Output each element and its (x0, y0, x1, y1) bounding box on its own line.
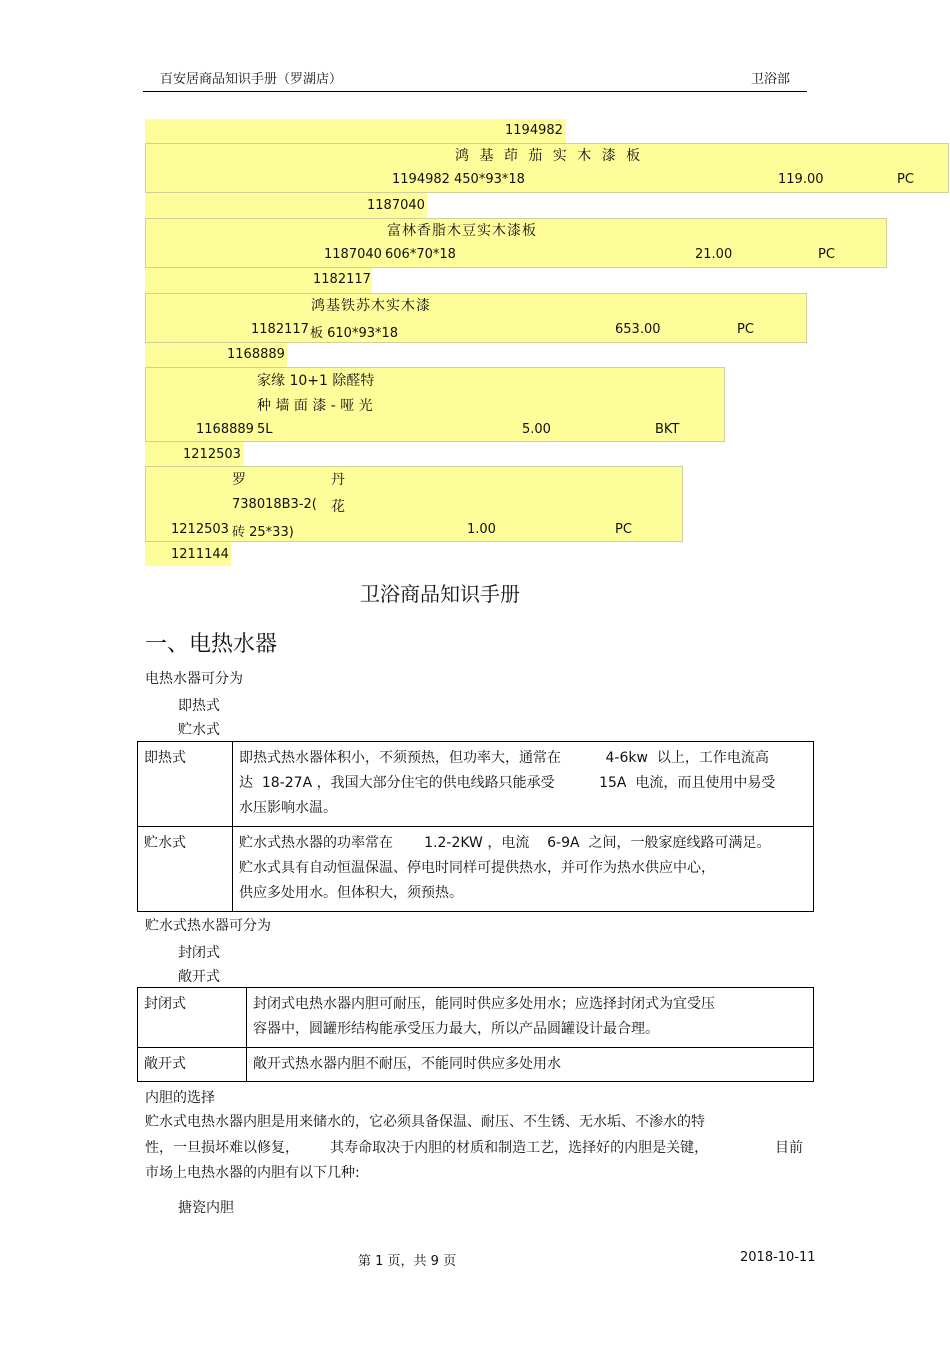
item-spec: 606*70*18 (385, 247, 456, 262)
item-name: 738018B3-2( (232, 497, 317, 512)
table-row (138, 1048, 814, 1082)
cell-line: 即热式热水器体积小，不须预热，但功率大，通常在 4-6kw 以上，工作电流高 (239, 750, 769, 766)
table-cell-value (247, 1048, 814, 1082)
paragraph-line: 目前 (775, 1140, 803, 1156)
item-price: 1.00 (467, 522, 496, 537)
cell-line: 贮水式具有自动恒温保温、停电时同样可提供热水，并可作为热水供应中心， (239, 860, 715, 876)
item-unit: PC (897, 172, 914, 187)
header-rule (143, 91, 807, 92)
table-cell-key: 封闭式 (138, 988, 247, 1048)
water-heater-type-table (137, 741, 814, 912)
item-spec: 5L (257, 422, 273, 437)
table-row (138, 988, 814, 1048)
item-code: 1168889 (227, 347, 285, 362)
item-unit: PC (737, 322, 754, 337)
footer-date: 2018-10-11 (740, 1250, 816, 1265)
item-code: 1212503 (183, 447, 241, 462)
list-item: 封闭式 (178, 945, 220, 961)
item-name: 种 墙 面 漆 - 哑 光 (257, 398, 373, 414)
table-cell-key: 敞开式 (138, 1048, 247, 1082)
header-title: 百安居商品知识手册（罗湖店） (160, 72, 343, 87)
item-name: 鸿基铁苏木实木漆 (311, 298, 431, 314)
item-price: 119.00 (778, 172, 824, 187)
item-code: 1194982 (505, 123, 563, 138)
paragraph-line: 贮水式电热水器内胆是用来储水的，它必须具备保温、耐压、不生锈、无水垢、不渗水的特 (145, 1114, 705, 1130)
item-name: 鸿 基 茚 茄 实 木 漆 板 (455, 148, 644, 164)
table-cell-key: 贮水式 (138, 827, 233, 912)
item-name: 家缘 10+1 除醛特 (257, 373, 375, 389)
row-bg (145, 119, 566, 144)
item-price: 5.00 (522, 422, 551, 437)
item-code: 1187040 (324, 247, 382, 262)
cell-line: 敞开式热水器内胆不耐压，不能同时供应多处用水 (253, 1056, 561, 1072)
item-code: 1194982 (392, 172, 450, 187)
item-code: 1212503 (171, 522, 229, 537)
cell-line: 水压影响水温。 (239, 800, 337, 816)
item-unit: BKT (655, 422, 680, 437)
storage-type-table (137, 987, 814, 1082)
item-spec: 砖 25*33) (232, 525, 294, 540)
list-item: 即热式 (178, 698, 220, 714)
page-number: 第 1 页，共 9 页 (358, 1254, 457, 1269)
item-code: 1182117 (313, 272, 371, 287)
cell-line: 供应多处用水。但体积大，须预热。 (239, 885, 463, 901)
table-cell-key: 即热式 (138, 742, 233, 827)
list-item: 贮水式 (178, 722, 220, 738)
item-code: 1168889 (196, 422, 254, 437)
page-title: 卫浴商品知识手册 (360, 582, 520, 606)
section-heading: 一、电热水器 (145, 632, 278, 657)
table-row (138, 742, 814, 827)
item-name: 富林香脂木豆实木漆板 (387, 223, 537, 239)
paragraph: 电热水器可分为 (145, 671, 243, 687)
item-unit: PC (818, 247, 835, 262)
paragraph-line: 性，一旦损坏难以修复， 其寿命取决于内胆的材质和制造工艺，选择好的内胆是关键， (145, 1140, 709, 1156)
paragraph-line: 市场上电热水器的内胆有以下几种: (145, 1165, 360, 1181)
item-code: 1182117 (251, 322, 309, 337)
item-spec: 450*93*18 (454, 172, 525, 187)
item-name: 罗 (232, 472, 246, 488)
list-item: 敞开式 (178, 969, 220, 985)
item-price: 21.00 (695, 247, 733, 262)
item-code: 1187040 (367, 198, 425, 213)
cell-line: 贮水式热水器的功率常在 1.2-2KW ，电流 6-9A 之间，一般家庭线路可满足。 (239, 835, 771, 851)
table-cell-value (247, 988, 814, 1048)
item-unit: PC (615, 522, 632, 537)
subheading: 内胆的选择 (145, 1090, 215, 1106)
item-spec: 板 610*93*18 (310, 326, 399, 341)
item-name: 丹 (331, 472, 345, 488)
table-cell-value (233, 742, 814, 827)
item-code: 1211144 (171, 547, 229, 562)
cell-line: 容器中，圆罐形结构能承受压力最大，所以产品圆罐设计最合理。 (253, 1021, 659, 1037)
item-name: 花 (331, 499, 345, 515)
list-item: 搪瓷内胆 (178, 1200, 234, 1216)
paragraph: 贮水式热水器可分为 (145, 918, 271, 934)
header-department: 卫浴部 (751, 72, 791, 87)
table-row (138, 827, 814, 912)
cell-line: 封闭式电热水器内胆可耐压，能同时供应多处用水；应选择封闭式为宜受压 (253, 996, 715, 1012)
item-price: 653.00 (615, 322, 661, 337)
table-cell-value (233, 827, 814, 912)
row-bg (145, 293, 807, 343)
cell-line: 达 18-27A ，我国大部分住宅的供电线路只能承受 15A 电流，而且使用中易受 (239, 775, 776, 791)
